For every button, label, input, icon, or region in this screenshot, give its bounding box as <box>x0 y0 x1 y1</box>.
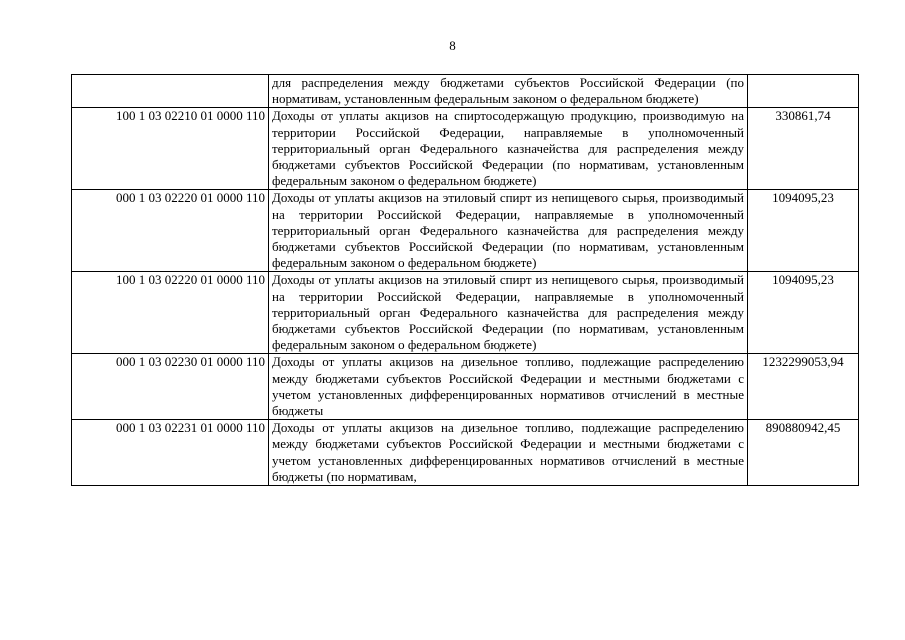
amount-cell: 1232299053,94 <box>748 354 859 420</box>
table-row <box>72 354 859 420</box>
budget-revenue-table <box>71 74 859 486</box>
amount-cell: 890880942,45 <box>748 420 859 486</box>
table-row <box>72 190 859 272</box>
table-row <box>72 420 859 486</box>
budget-code-cell: 000 1 03 02230 01 0000 110 <box>72 354 269 420</box>
revenue-description-cell: Доходы от уплаты акцизов на этиловый спирт из непищевого сырья, производимый на территории Российской Федерации, направляемые в уполномоченный территориальный орган Федерального казначейства для распределения между бюджетами субъектов Российской Федерации (по нормативам, установленным федеральным законом о федеральном бюджете) <box>269 190 748 272</box>
revenue-description-cell: Доходы от уплаты акцизов на дизельное топливо, подлежащие распределению между бюджетами субъектов Российской Федерации и местными бюджетами с учетом установленных дифференцированных нормативов отчислений в местные бюджеты <box>269 354 748 420</box>
budget-code-cell <box>72 75 269 108</box>
table-row <box>72 272 859 354</box>
table-row <box>72 108 859 190</box>
amount-cell: 1094095,23 <box>748 272 859 354</box>
budget-code-cell: 100 1 03 02220 01 0000 110 <box>72 272 269 354</box>
amount-cell: 1094095,23 <box>748 190 859 272</box>
budget-code-cell: 100 1 03 02210 01 0000 110 <box>72 108 269 190</box>
page-number: 8 <box>449 38 456 53</box>
revenue-description-cell: Доходы от уплаты акцизов на спиртосодержащую продукцию, производимую на территории Российской Федерации, направляемые в уполномоченный территориальный орган Федерального казначейства для распределения между бюджетами субъектов Российской Федерации (по нормативам, установленным федеральным законом о федеральном бюджете) <box>269 108 748 190</box>
revenue-description-cell: Доходы от уплаты акцизов на дизельное топливо, подлежащие распределению между бюджетами субъектов Российской Федерации и местными бюджетами с учетом установленных дифференцированных нормативов отчислений в местные бюджеты (по нормативам, <box>269 420 748 486</box>
budget-code-cell: 000 1 03 02220 01 0000 110 <box>72 190 269 272</box>
amount-cell: 330861,74 <box>748 108 859 190</box>
table-row <box>72 75 859 108</box>
amount-cell <box>748 75 859 108</box>
budget-code-cell: 000 1 03 02231 01 0000 110 <box>72 420 269 486</box>
revenue-description-cell: для распределения между бюджетами субъектов Российской Федерации (по нормативам, установленным федеральным законом о федеральном бюджете) <box>269 75 748 108</box>
revenue-description-cell: Доходы от уплаты акцизов на этиловый спирт из непищевого сырья, производимый на территории Российской Федерации, направляемые в уполномоченный территориальный орган Федерального казначейства для распределения между бюджетами субъектов Российской Федерации (по нормативам, установленным федеральным законом о федеральном бюджете) <box>269 272 748 354</box>
